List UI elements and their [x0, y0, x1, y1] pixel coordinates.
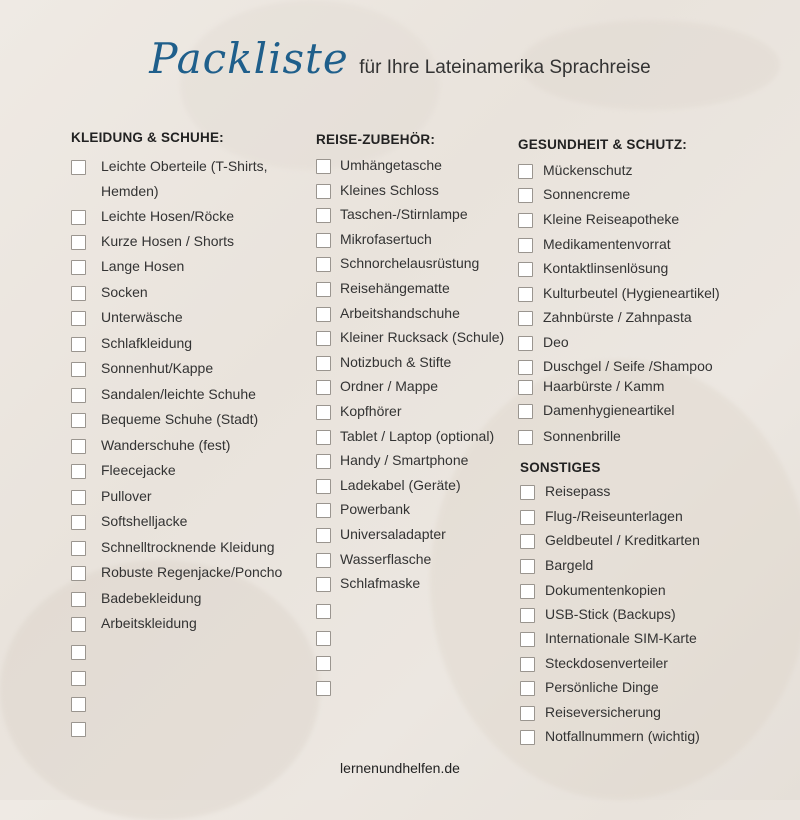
checkbox[interactable]	[520, 485, 535, 500]
checkbox[interactable]	[316, 405, 331, 420]
checklist-item-empty[interactable]	[316, 603, 331, 619]
checkbox[interactable]	[71, 515, 86, 530]
page-title: Packliste	[149, 34, 349, 83]
checkbox[interactable]	[316, 159, 331, 174]
checklist-item-empty[interactable]	[316, 630, 331, 646]
checkbox[interactable]	[520, 584, 535, 599]
checkbox[interactable]	[71, 362, 86, 377]
checklist-item[interactable]	[316, 379, 438, 399]
footer-website: lernenundhelfen.de	[340, 760, 460, 776]
checkbox[interactable]	[518, 311, 533, 326]
checkbox[interactable]	[71, 697, 86, 712]
checklist-item[interactable]	[71, 234, 234, 254]
checklist-item-label: Schlafmaske	[340, 575, 421, 591]
checklist-item[interactable]	[316, 404, 401, 424]
checkbox[interactable]	[518, 213, 533, 228]
checklist-item-label: Kleine Reiseapotheke	[543, 211, 680, 227]
checklist-item[interactable]	[518, 335, 569, 355]
checklist-item[interactable]	[520, 509, 683, 529]
checklist-item-label: Bequeme Schuhe (Stadt)	[101, 411, 259, 427]
checklist-item-label: Reiseversicherung	[545, 704, 661, 720]
checkbox[interactable]	[520, 510, 535, 525]
page-header	[0, 34, 800, 83]
checklist-item-label: Leichte Hosen/Röcke	[101, 208, 235, 224]
checklist-item-label: Sonnenbrille	[543, 428, 621, 444]
checklist-item[interactable]	[316, 576, 420, 596]
checklist-item-label: Ladekabel (Geräte)	[340, 477, 461, 493]
checklist-item-label: Bargeld	[545, 557, 594, 573]
checklist-item[interactable]	[520, 656, 668, 676]
checklist-item[interactable]	[71, 616, 197, 636]
checklist-item-label: Kleines Schloss	[340, 182, 439, 198]
checklist-item-label: Wanderschuhe (fest)	[101, 437, 231, 453]
checkbox[interactable]	[316, 430, 331, 445]
checklist-item[interactable]	[71, 540, 275, 560]
checkbox[interactable]	[316, 331, 331, 346]
checklist-item-label: Sonnencreme	[543, 186, 631, 202]
checklist-item[interactable]	[518, 237, 671, 257]
checklist-item-label: Unterwäsche	[101, 309, 183, 325]
checkbox[interactable]	[71, 210, 86, 225]
checkbox[interactable]	[71, 413, 86, 428]
checklist-item-label: Powerbank	[340, 501, 411, 517]
checkbox[interactable]	[316, 184, 331, 199]
checklist-item[interactable]	[316, 453, 468, 473]
checkbox[interactable]	[316, 479, 331, 494]
checklist-item[interactable]	[71, 489, 152, 509]
checklist-item[interactable]	[520, 680, 659, 700]
checkbox[interactable]	[316, 577, 331, 592]
checkbox[interactable]	[520, 657, 535, 672]
checklist-item-empty[interactable]	[71, 696, 86, 712]
checklist-item-label: Softshelljacke	[101, 513, 188, 529]
checkbox[interactable]	[520, 706, 535, 721]
checklist-item[interactable]	[316, 281, 450, 301]
section-heading-gesundheit: GESUNDHEIT & SCHUTZ:	[518, 137, 687, 152]
section-heading-kleidung: KLEIDUNG & SCHUHE:	[71, 130, 224, 145]
checklist-item-label: Duschgel / Seife /Shampoo	[543, 358, 713, 374]
checklist-item-label: Damenhygieneartikel	[543, 402, 675, 418]
checklist-item-label: USB-Stick (Backups)	[545, 606, 676, 622]
checklist-item-label: Notfallnummern (wichtig)	[545, 728, 700, 744]
checklist-item[interactable]	[518, 403, 675, 423]
checklist-item[interactable]	[316, 527, 446, 547]
checkbox[interactable]	[71, 235, 86, 250]
checklist-item[interactable]	[316, 232, 432, 252]
checklist-item[interactable]	[71, 514, 187, 534]
checklist-item[interactable]	[71, 336, 192, 356]
checklist-item-label: Socken	[101, 284, 148, 300]
checkbox[interactable]	[518, 188, 533, 203]
checkbox[interactable]	[71, 439, 86, 454]
checkbox[interactable]	[316, 681, 331, 696]
checkbox[interactable]	[316, 528, 331, 543]
checklist-item-empty[interactable]	[71, 644, 86, 660]
checklist-item[interactable]	[518, 212, 679, 232]
checklist-item[interactable]	[316, 355, 451, 375]
checklist-item[interactable]	[71, 591, 201, 611]
checklist-item[interactable]	[518, 310, 692, 330]
checklist-item[interactable]	[520, 583, 666, 603]
checklist-item-label: Pullover	[101, 488, 152, 504]
checkbox[interactable]	[71, 722, 86, 737]
checklist-item-label: Sandalen/leichte Schuhe	[101, 386, 256, 402]
checklist-item[interactable]	[520, 631, 697, 651]
checkbox[interactable]	[518, 404, 533, 419]
checklist-item-label: Umhängetasche	[340, 157, 442, 173]
checklist-item[interactable]	[316, 330, 504, 350]
checklist-item[interactable]	[520, 729, 700, 749]
checklist-item[interactable]	[518, 261, 668, 281]
checkbox[interactable]	[316, 257, 331, 272]
checklist-item[interactable]	[520, 705, 661, 725]
checklist-item-label: Notizbuch & Stifte	[340, 354, 452, 370]
checklist-item-label: Dokumentenkopien	[545, 582, 666, 598]
checklist-item-label: Hemden)	[101, 183, 159, 199]
checkbox[interactable]	[520, 559, 535, 574]
section-heading-reise-zubehoer: REISE-ZUBEHÖR:	[316, 132, 436, 147]
checkbox[interactable]	[518, 238, 533, 253]
checklist-item[interactable]	[518, 429, 621, 449]
checklist-item-label: Reisepass	[545, 483, 611, 499]
checklist-item[interactable]	[316, 256, 479, 276]
checklist-item-label: Schnorchelausrüstung	[340, 255, 480, 271]
checkbox[interactable]	[316, 380, 331, 395]
checklist-item-label: Kopfhörer	[340, 403, 402, 419]
checklist-item-empty[interactable]	[316, 655, 331, 671]
checklist-item-label: Mückenschutz	[543, 162, 633, 178]
checklist-item-label: Fleecejacke	[101, 462, 176, 478]
checklist-item-label: Haarbürste / Kamm	[543, 378, 665, 394]
checkbox[interactable]	[316, 656, 331, 671]
checklist-item[interactable]	[71, 285, 148, 305]
checklist-item-label: Kurze Hosen / Shorts	[101, 233, 235, 249]
checklist-item[interactable]	[71, 361, 213, 381]
checklist-item-label: Steckdosenverteiler	[545, 655, 668, 671]
checklist-item-label: Zahnbürste / Zahnpasta	[543, 309, 692, 325]
checkbox[interactable]	[518, 430, 533, 445]
checkbox[interactable]	[316, 553, 331, 568]
checklist-item-label: Medikamentenvorrat	[543, 236, 671, 252]
checklist-item[interactable]	[316, 552, 431, 572]
checkbox[interactable]	[520, 632, 535, 647]
checklist-item[interactable]	[316, 183, 439, 203]
checklist-item-label: Deo	[543, 334, 569, 350]
checkbox[interactable]	[518, 287, 533, 302]
checkbox[interactable]	[518, 360, 533, 375]
checklist-item-label: Reisehängematte	[340, 280, 450, 296]
checkbox[interactable]	[316, 454, 331, 469]
checklist-item[interactable]	[518, 163, 632, 183]
checkbox[interactable]	[520, 730, 535, 745]
page-subtitle: für Ihre Lateinamerika Sprachreise	[359, 57, 651, 78]
checkbox[interactable]	[71, 464, 86, 479]
checklist-item[interactable]	[71, 259, 184, 279]
checkbox[interactable]	[71, 490, 86, 505]
checklist-item-empty[interactable]	[316, 680, 331, 696]
checkbox[interactable]	[71, 617, 86, 632]
checklist-item[interactable]	[316, 207, 468, 227]
checklist-item[interactable]	[520, 484, 610, 504]
checklist-item[interactable]	[71, 387, 256, 407]
checklist-item[interactable]	[518, 286, 720, 306]
checklist-item-label: Robuste Regenjacke/Poncho	[101, 564, 283, 580]
checkbox[interactable]	[71, 260, 86, 275]
checklist-item-label: Kulturbeutel (Hygieneartikel)	[543, 285, 720, 301]
checklist-item[interactable]	[71, 438, 230, 458]
checkbox[interactable]	[520, 681, 535, 696]
checklist-item-label: Geldbeutel / Kreditkarten	[545, 532, 700, 548]
checklist-item-label: Arbeitskleidung	[101, 615, 197, 631]
checklist-item-empty[interactable]	[71, 670, 86, 686]
checklist-item-label: Mikrofasertuch	[340, 231, 432, 247]
checklist-item-label: Universaladapter	[340, 526, 446, 542]
checklist-item[interactable]	[316, 429, 494, 449]
checklist-item-label: Schnelltrocknende Kleidung	[101, 539, 275, 555]
checklist-item-empty[interactable]	[71, 721, 86, 737]
checkbox[interactable]	[520, 608, 535, 623]
checkbox[interactable]	[316, 233, 331, 248]
checklist-item-label: Schlafkleidung	[101, 335, 193, 351]
section-heading-sonstiges: SONSTIGES	[520, 460, 601, 475]
checkbox[interactable]	[316, 604, 331, 619]
checklist-item-label: Persönliche Dinge	[545, 679, 659, 695]
checklist-item-label: Ordner / Mappe	[340, 378, 439, 394]
checklist-item-label: Kleiner Rucksack (Schule)	[340, 329, 505, 345]
checkbox[interactable]	[316, 356, 331, 371]
checklist-item[interactable]	[316, 502, 410, 522]
checklist-item[interactable]	[518, 379, 664, 399]
checkbox[interactable]	[71, 160, 86, 175]
checkbox[interactable]	[520, 534, 535, 549]
checklist-item[interactable]	[316, 478, 461, 498]
checkbox[interactable]	[71, 388, 86, 403]
checklist-item-label: Internationale SIM-Karte	[545, 630, 697, 646]
checkbox[interactable]	[316, 307, 331, 322]
checkbox[interactable]	[518, 262, 533, 277]
checkbox[interactable]	[316, 503, 331, 518]
checklist-item-label: Handy / Smartphone	[340, 452, 469, 468]
checklist-item-label: Taschen-/Stirnlampe	[340, 206, 468, 222]
checkbox[interactable]	[71, 566, 86, 581]
checklist-item-label: Arbeitshandschuhe	[340, 305, 460, 321]
checkbox[interactable]	[316, 631, 331, 646]
checkbox[interactable]	[518, 164, 533, 179]
checkbox[interactable]	[518, 336, 533, 351]
checklist-item[interactable]	[71, 209, 234, 229]
checklist-item[interactable]	[71, 412, 258, 432]
checklist-item[interactable]	[71, 159, 268, 179]
checklist-item-label: Kontaktlinsenlösung	[543, 260, 669, 276]
checklist-item-label: Leichte Oberteile (T-Shirts,	[101, 158, 268, 174]
checklist-item-label: Flug-/Reiseunterlagen	[545, 508, 683, 524]
checklist-item-label: Badebekleidung	[101, 590, 202, 606]
checklist-item-label: Lange Hosen	[101, 258, 185, 274]
checklist-item[interactable]	[520, 558, 593, 578]
checklist-item[interactable]	[520, 607, 676, 627]
checkbox[interactable]	[71, 337, 86, 352]
checkbox[interactable]	[71, 645, 86, 660]
checklist-item-label: Wasserflasche	[340, 551, 432, 567]
checklist-item[interactable]	[316, 306, 460, 326]
checklist-item[interactable]	[71, 565, 282, 585]
checkbox[interactable]	[71, 311, 86, 326]
checkbox[interactable]	[316, 208, 331, 223]
checkbox[interactable]	[71, 592, 86, 607]
checklist-item[interactable]	[520, 533, 700, 553]
checklist-item[interactable]	[316, 158, 442, 178]
checkbox[interactable]	[518, 380, 533, 395]
checklist-item-label: Sonnenhut/Kappe	[101, 360, 214, 376]
checkbox[interactable]	[71, 541, 86, 556]
checkbox[interactable]	[71, 286, 86, 301]
checkbox[interactable]	[71, 671, 86, 686]
checklist-item[interactable]	[71, 310, 183, 330]
checklist-item-label: Tablet / Laptop (optional)	[340, 428, 495, 444]
checklist-item[interactable]	[518, 187, 630, 207]
checklist-item[interactable]	[71, 463, 176, 483]
checklist-item-continuation	[71, 184, 159, 204]
checkbox[interactable]	[316, 282, 331, 297]
